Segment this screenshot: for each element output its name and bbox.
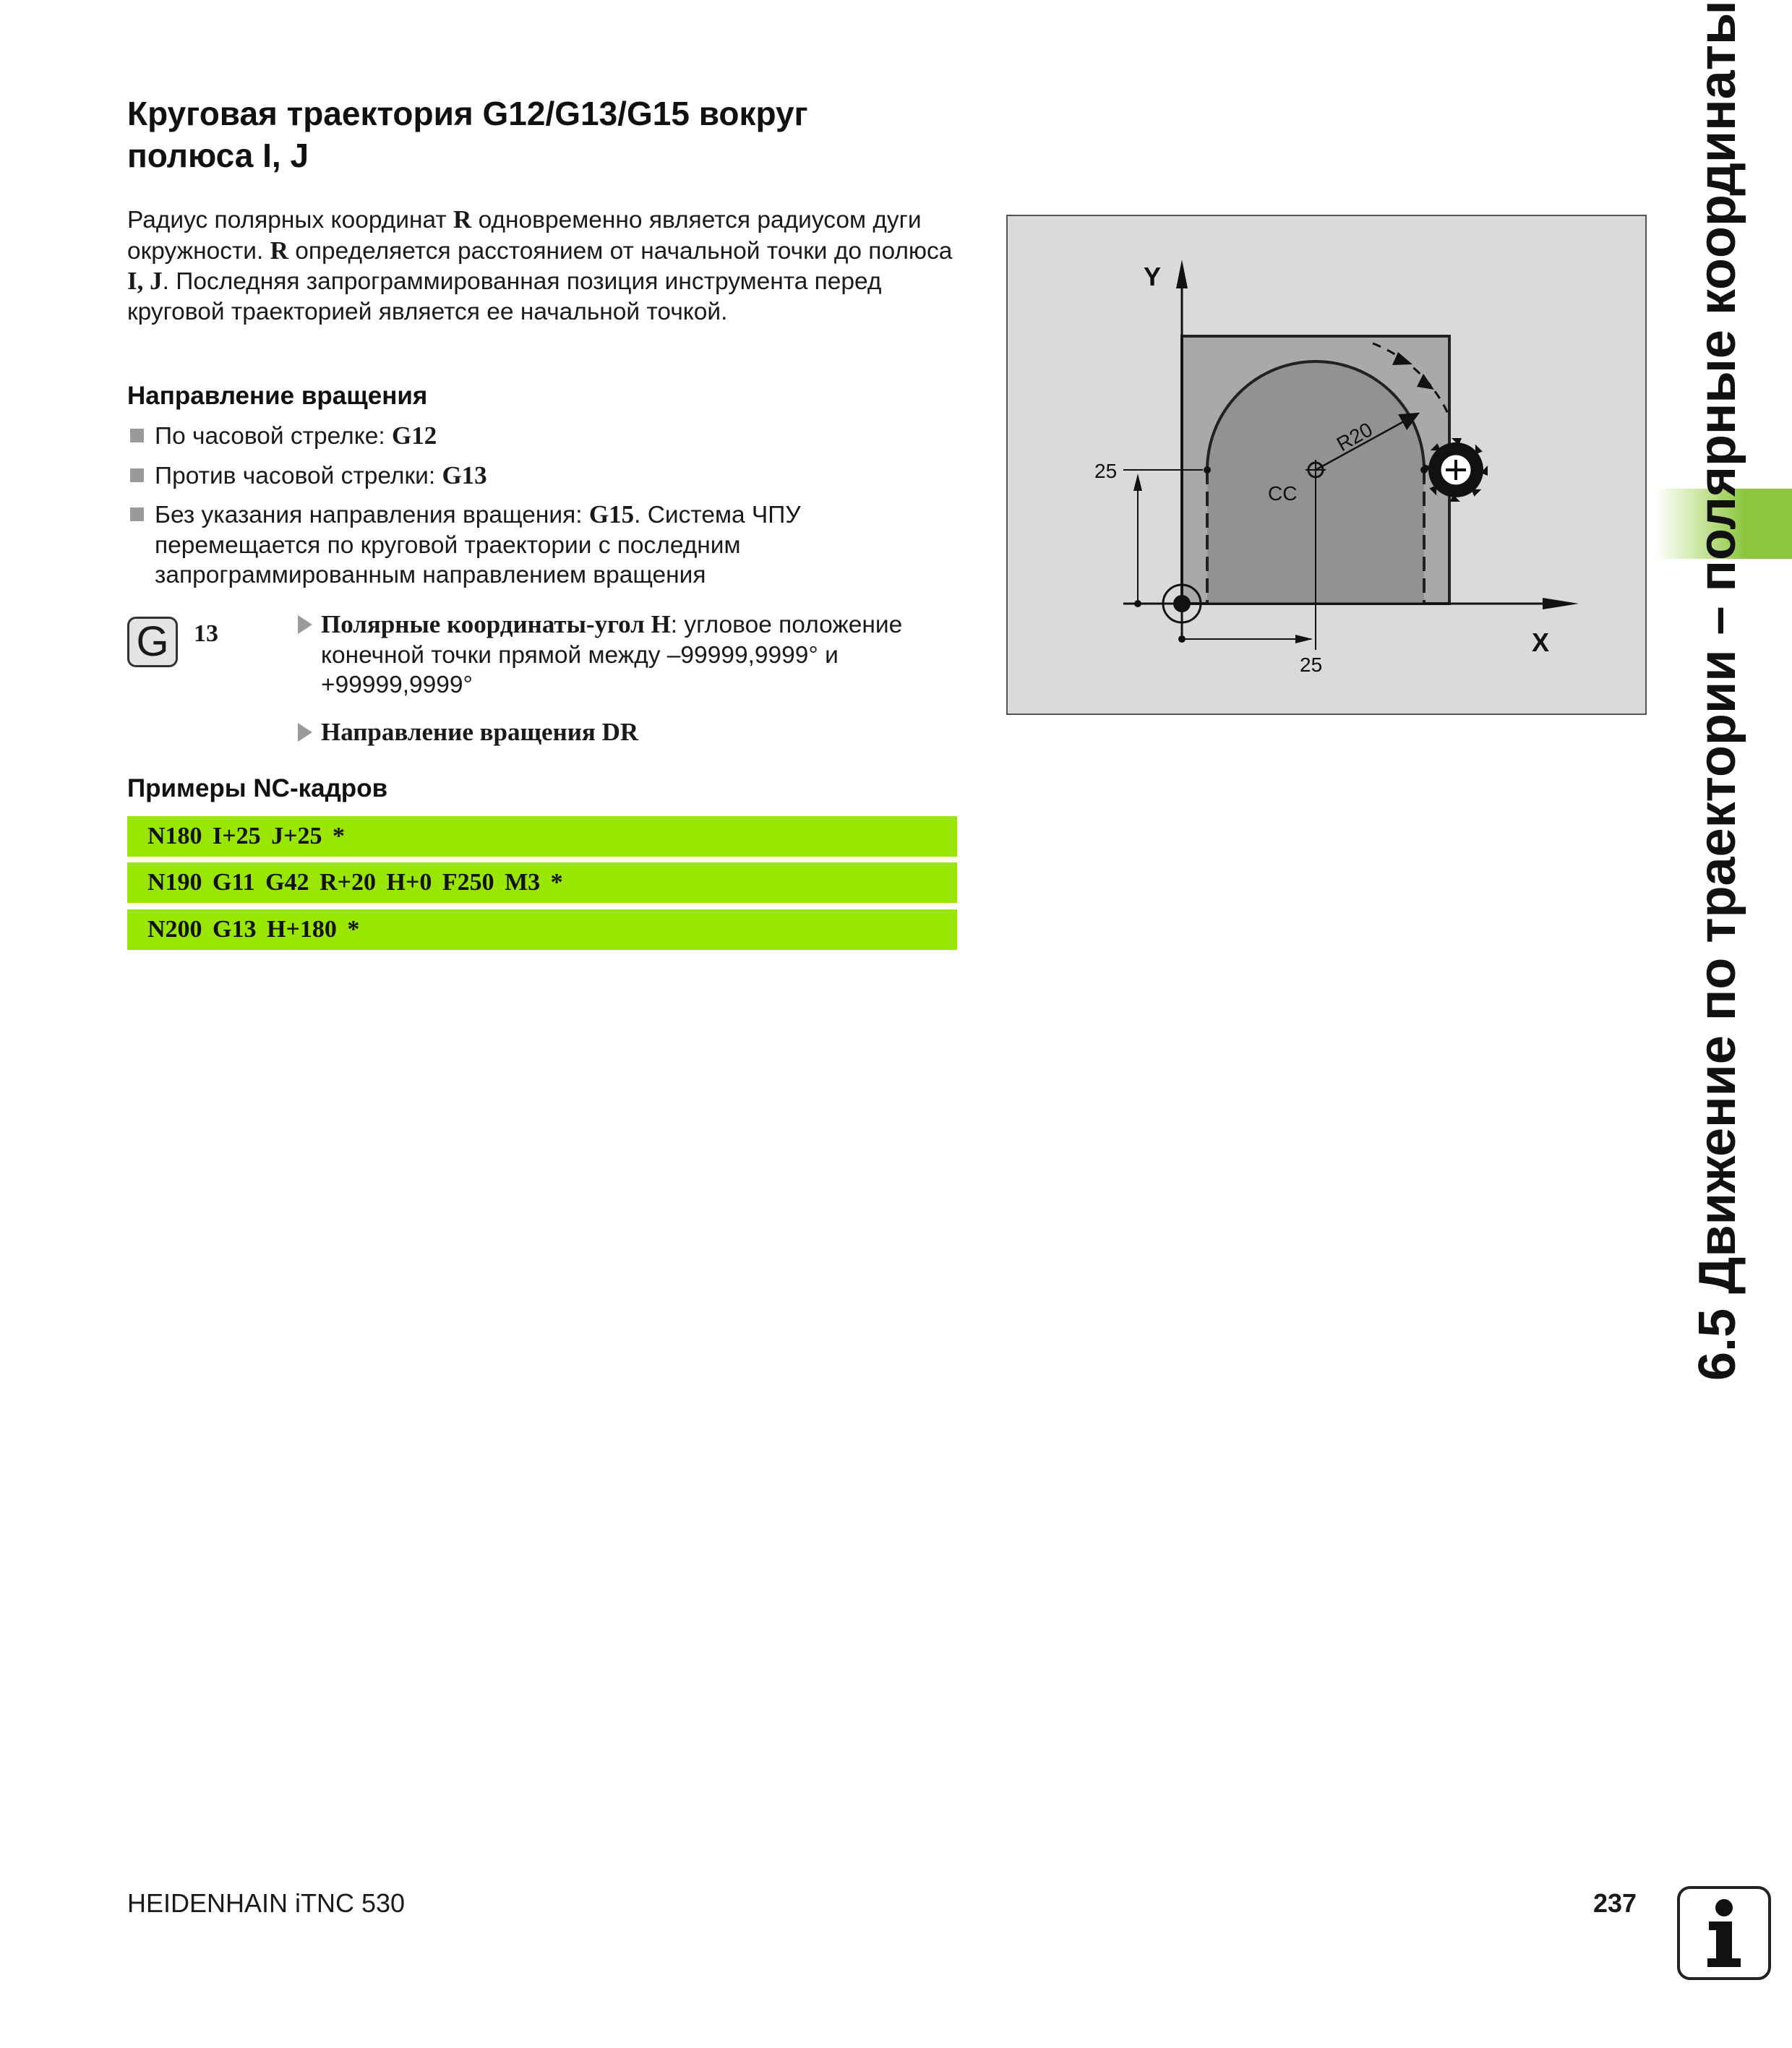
param-angle-text: : угловое положение конечной точки прямой между –99999,9999° и +99999,9999° [321, 612, 903, 698]
g-key-icon: G [127, 617, 178, 667]
y-axis-label: Y [1144, 262, 1162, 291]
list-item-code: G15 [588, 500, 635, 528]
param-direction [298, 717, 963, 748]
bullet-square-icon [130, 468, 144, 482]
info-icon [1677, 1886, 1771, 1980]
list-item-text: Против часовой стрелки: [155, 462, 442, 489]
y-dimension-label: 25 [1094, 460, 1118, 482]
circular-path-diagram [1008, 216, 1645, 714]
intro-text-4: . Последняя запрограммированная позиция инструмента перед круговой траекторией является ее начальной точкой. [127, 268, 882, 325]
direction-list [127, 421, 959, 599]
intro-text-1: Радиус полярных координат [127, 207, 454, 233]
triangle-bullet-icon [298, 615, 312, 634]
intro-text-3: определяется расстоянием от начальной точки до полюса [288, 237, 953, 265]
intro-bold-ij: I, J [127, 267, 163, 295]
footer-product: HEIDENHAIN iTNC 530 [127, 1888, 406, 1918]
list-item [127, 421, 959, 452]
triangle-bullet-icon [298, 723, 312, 742]
start-point [1204, 466, 1211, 474]
param-angle-label: Полярные координаты-угол H [321, 610, 671, 638]
radius-label: R20 [1332, 418, 1376, 456]
bullet-square-icon [130, 507, 144, 521]
x-axis-arrow-icon [1543, 598, 1579, 609]
bullet-square-icon [130, 429, 144, 442]
figure-diagram [1006, 215, 1647, 715]
intro-bold-r1: R [453, 205, 472, 233]
intro-text-2: одновременно является радиусом дуги окружности. [127, 207, 922, 265]
direction-heading: Направление вращения [127, 382, 428, 410]
chapter-title: 6.5 Движение по траектории – полярные координаты [1689, 0, 1746, 1381]
cutting-tool-icon [1424, 438, 1488, 502]
title-line-2: полюса I, J [127, 137, 309, 174]
list-item-text: По часовой стрелке: [155, 423, 392, 450]
center-label: CC [1268, 482, 1298, 505]
intro-paragraph [127, 205, 959, 327]
nc-block: N200 G13 H+180 * [127, 909, 957, 950]
list-item-text: Без указания направления вращения: [155, 502, 589, 528]
list-item [127, 460, 959, 492]
param-direction-label: Направление вращения DR [321, 718, 639, 746]
nc-block: N190 G11 G42 R+20 H+0 F250 M3 * [127, 862, 957, 903]
examples-heading: Примеры NC-кадров [127, 774, 388, 802]
g-key-number: 13 [194, 620, 218, 647]
y-axis-arrow-icon [1176, 260, 1188, 288]
list-item-code: G13 [442, 460, 487, 489]
x-dimension-label: 25 [1300, 654, 1323, 676]
title-line-1: Круговая траектория G12/G13/G15 вокруг [127, 95, 808, 132]
page-number: 237 [1593, 1888, 1637, 1918]
list-item-code: G12 [392, 421, 437, 450]
list-item-tail: . Система ЧПУ перемещается по круговой траектории с последним запрограммированным направлением вращения [155, 502, 801, 588]
intro-bold-r2: R [270, 236, 288, 265]
page-title [127, 93, 951, 176]
origin-dot [1173, 595, 1191, 612]
param-angle [298, 609, 963, 700]
nc-block: N180 I+25 J+25 * [127, 816, 957, 857]
x-axis-label: X [1532, 627, 1550, 657]
list-item [127, 500, 959, 591]
